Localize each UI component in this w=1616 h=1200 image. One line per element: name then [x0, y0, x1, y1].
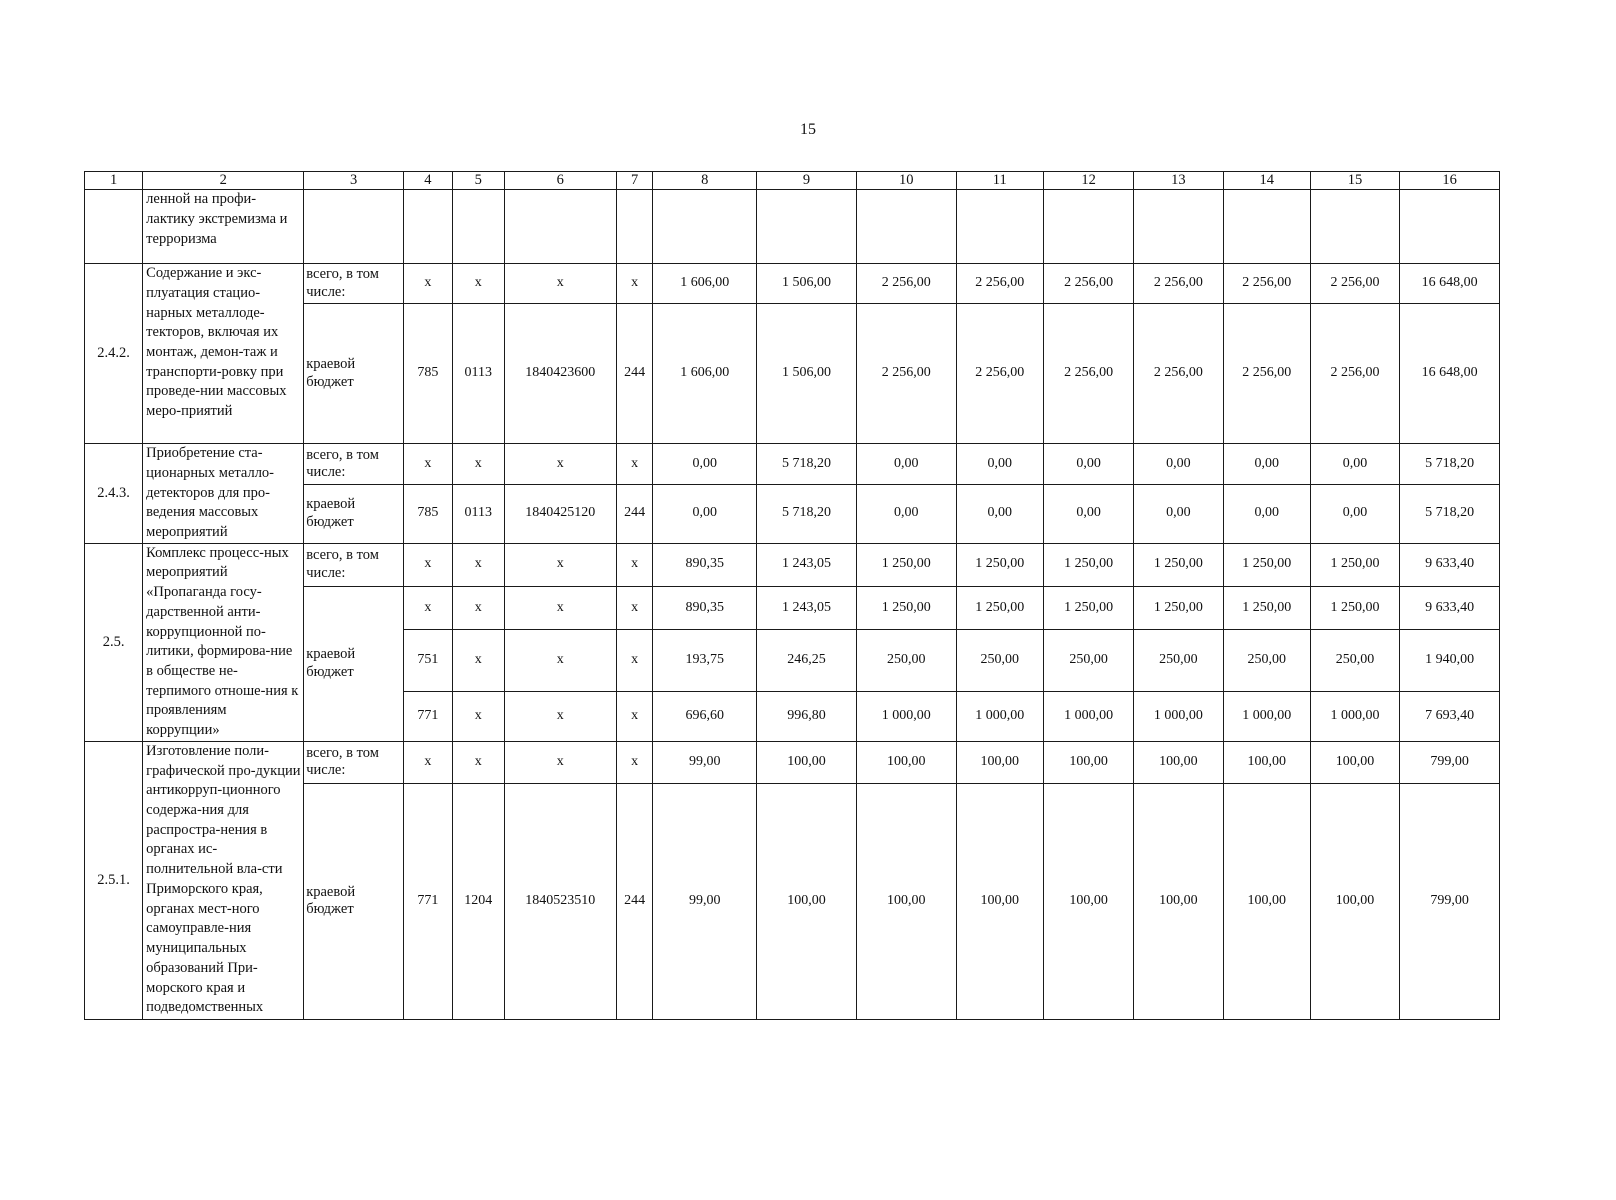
row_242-total-col13: 2 256,00: [1134, 264, 1223, 304]
row_242-total-col11: 2 256,00: [956, 264, 1043, 304]
row_251-total-col16: 799,00: [1400, 741, 1500, 783]
row_25-sub-a-col6: x: [504, 586, 616, 629]
row_243-total-col9: 5 718,20: [757, 444, 857, 485]
row_242-total-col5: x: [452, 264, 504, 304]
continuation-row: [85, 190, 1500, 264]
row_251-sub-col5: 1204: [452, 783, 504, 1019]
column-header-9: 9: [757, 172, 857, 190]
row_25-sub-c-col11: 1 000,00: [956, 691, 1043, 741]
row_243-total-col10: 0,00: [856, 444, 956, 485]
continuation-col8: [653, 190, 757, 264]
row_242-total-col9: 1 506,00: [757, 264, 857, 304]
row_251-total-source: всего, в том числе:: [304, 741, 404, 783]
row_242-sub-col13: 2 256,00: [1134, 304, 1223, 444]
row_251-sub-col10: 100,00: [856, 783, 956, 1019]
row_242-sub-col16: 16 648,00: [1400, 304, 1500, 444]
continuation-col12: [1043, 190, 1133, 264]
row_25-total-col8: 890,35: [653, 543, 757, 586]
row_243-sub-col9: 5 718,20: [757, 484, 857, 543]
row_251-sub-col9: 100,00: [757, 783, 857, 1019]
row_25-sub-b-col5: x: [452, 629, 504, 691]
column-header-2: 2: [143, 172, 304, 190]
row_251-sub-col4: 771: [403, 783, 452, 1019]
row_251-total-col6: x: [504, 741, 616, 783]
column-header-11: 11: [956, 172, 1043, 190]
row_25-total-col10: 1 250,00: [856, 543, 956, 586]
row_242-sub-col9: 1 506,00: [757, 304, 857, 444]
row_25-total-col7: x: [616, 543, 652, 586]
row_243-sub-col14: 0,00: [1223, 484, 1310, 543]
row_25-sub-a-col16: 9 633,40: [1400, 586, 1500, 629]
row_25-total-col11: 1 250,00: [956, 543, 1043, 586]
row_242-sub-source: краевой бюджет: [304, 304, 404, 444]
row_251-total-col11: 100,00: [956, 741, 1043, 783]
row_251-sub-col8: 99,00: [653, 783, 757, 1019]
column-header-5: 5: [452, 172, 504, 190]
column-header-16: 16: [1400, 172, 1500, 190]
row_243-sub-col8: 0,00: [653, 484, 757, 543]
row_242-sub-col15: 2 256,00: [1310, 304, 1399, 444]
column-header-15: 15: [1310, 172, 1399, 190]
row_243-sub-col10: 0,00: [856, 484, 956, 543]
row_243-sub-col15: 0,00: [1310, 484, 1399, 543]
row_251-sub-source: краевой бюджет: [304, 783, 404, 1019]
row_25-sub-b-col9: 246,25: [757, 629, 857, 691]
row_25-sub-a-col11: 1 250,00: [956, 586, 1043, 629]
column-header-8: 8: [653, 172, 757, 190]
row_25-total-col12: 1 250,00: [1043, 543, 1133, 586]
row_25-sub-a-col10: 1 250,00: [856, 586, 956, 629]
row_243-total-row: [85, 444, 1500, 485]
row_25-sub-c-col8: 696,60: [653, 691, 757, 741]
row_242-total-col6: x: [504, 264, 616, 304]
row_25-sub-c-col14: 1 000,00: [1223, 691, 1310, 741]
column-header-6: 6: [504, 172, 616, 190]
row_243-total-col5: x: [452, 444, 504, 485]
row_251-total-col15: 100,00: [1310, 741, 1399, 783]
row_242-name: Содержание и экс-плуатация стацио-нарных металлоде-текторов, включая их монтаж, демон-таж и транспорти-ровку при проведе-нии массовых меро-приятий: [143, 264, 304, 444]
row_243-total-col8: 0,00: [653, 444, 757, 485]
row_25-sub-c-col5: x: [452, 691, 504, 741]
row_25-total-source: всего, в том числе:: [304, 543, 404, 586]
row_25-sub-a-col7: x: [616, 586, 652, 629]
column-header-3: 3: [304, 172, 404, 190]
row_25-total-col14: 1 250,00: [1223, 543, 1310, 586]
row_25-sub-a-col14: 1 250,00: [1223, 586, 1310, 629]
row_242-total-source: всего, в том числе:: [304, 264, 404, 304]
row_242-sub-col7: 244: [616, 304, 652, 444]
row_251-sub-col12: 100,00: [1043, 783, 1133, 1019]
row_243-sub-col11: 0,00: [956, 484, 1043, 543]
row_243-total-col13: 0,00: [1134, 444, 1223, 485]
row_251-sub-col6: 1840523510: [504, 783, 616, 1019]
row_243-code: 2.4.3.: [85, 444, 143, 544]
row_242-sub-col4: 785: [403, 304, 452, 444]
row_25-sub-b-col13: 250,00: [1134, 629, 1223, 691]
row_243-total-col12: 0,00: [1043, 444, 1133, 485]
continuation-col14: [1223, 190, 1310, 264]
row_25-sub-b-col7: x: [616, 629, 652, 691]
row_25-total-col15: 1 250,00: [1310, 543, 1399, 586]
row_242-total-col15: 2 256,00: [1310, 264, 1399, 304]
budget-table: [84, 171, 1500, 1020]
row_242-code: 2.4.2.: [85, 264, 143, 444]
column-header-4: 4: [403, 172, 452, 190]
header-row: [85, 172, 1500, 190]
row_25-sub-c-col6: x: [504, 691, 616, 741]
row_242-total-col7: x: [616, 264, 652, 304]
row_25-sub-c-col13: 1 000,00: [1134, 691, 1223, 741]
row_25-sub-b-col12: 250,00: [1043, 629, 1133, 691]
row_25-total-col5: x: [452, 543, 504, 586]
row_242-sub-col10: 2 256,00: [856, 304, 956, 444]
row_242-sub-col6: 1840423600: [504, 304, 616, 444]
continuation-col13: [1134, 190, 1223, 264]
continuation-col15: [1310, 190, 1399, 264]
column-header-1: 1: [85, 172, 143, 190]
row_25-sub-c-col7: x: [616, 691, 652, 741]
row_25-sub-c-col9: 996,80: [757, 691, 857, 741]
row_243-sub-col5: 0113: [452, 484, 504, 543]
row_25-sub-c-col4: 771: [403, 691, 452, 741]
row_242-total-col10: 2 256,00: [856, 264, 956, 304]
row_251-total-col8: 99,00: [653, 741, 757, 783]
page-number: 15: [800, 121, 816, 138]
row_25-sub-a-col15: 1 250,00: [1310, 586, 1399, 629]
row_251-total-col4: x: [403, 741, 452, 783]
row_242-sub-col8: 1 606,00: [653, 304, 757, 444]
row_251-sub-col15: 100,00: [1310, 783, 1399, 1019]
row_251-total-col5: x: [452, 741, 504, 783]
row_25-sub-a-col5: x: [452, 586, 504, 629]
row_243-sub-source: краевой бюджет: [304, 484, 404, 543]
row_251-sub-col14: 100,00: [1223, 783, 1310, 1019]
row_25-sub-b-col4: 751: [403, 629, 452, 691]
row_243-total-source: всего, в том числе:: [304, 444, 404, 485]
row_25-total-col4: x: [403, 543, 452, 586]
row_251-total-col9: 100,00: [757, 741, 857, 783]
row_25-total-col9: 1 243,05: [757, 543, 857, 586]
continuation-col11: [956, 190, 1043, 264]
row_251-total-col7: x: [616, 741, 652, 783]
row_25-sub-b-col6: x: [504, 629, 616, 691]
column-header-7: 7: [616, 172, 652, 190]
row_243-sub-col7: 244: [616, 484, 652, 543]
row_243-sub-col13: 0,00: [1134, 484, 1223, 543]
row_25-sub-a-col13: 1 250,00: [1134, 586, 1223, 629]
row_251-sub-col13: 100,00: [1134, 783, 1223, 1019]
row_25-total-row: [85, 543, 1500, 586]
row_243-total-col16: 5 718,20: [1400, 444, 1500, 485]
row_25-sub-c-col12: 1 000,00: [1043, 691, 1133, 741]
row_251-total-col13: 100,00: [1134, 741, 1223, 783]
row_25-sub-source: краевой бюджет: [304, 586, 404, 741]
continuation-col7: [616, 190, 652, 264]
row_25-total-col6: x: [504, 543, 616, 586]
continuation-code: [85, 190, 143, 264]
row_243-total-col11: 0,00: [956, 444, 1043, 485]
row_242-total-col12: 2 256,00: [1043, 264, 1133, 304]
row_25-total-col13: 1 250,00: [1134, 543, 1223, 586]
row_243-sub-col6: 1840425120: [504, 484, 616, 543]
row_25-sub-b-col8: 193,75: [653, 629, 757, 691]
row_242-total-col14: 2 256,00: [1223, 264, 1310, 304]
row_25-sub-b-col14: 250,00: [1223, 629, 1310, 691]
row_25-sub-b-col16: 1 940,00: [1400, 629, 1500, 691]
row_25-sub-b-col10: 250,00: [856, 629, 956, 691]
column-header-12: 12: [1043, 172, 1133, 190]
row_242-sub-col12: 2 256,00: [1043, 304, 1133, 444]
continuation-col4: [403, 190, 452, 264]
row_243-total-col6: x: [504, 444, 616, 485]
row_25-sub-c-col16: 7 693,40: [1400, 691, 1500, 741]
row_251-name: Изготовление поли-графической про-дукции антикорруп-ционного содержа-ния для распростра-нения в органах ис-полнительной вла-сти Приморского края, органах мест-ного самоуправле-ния муниципальных образований При-морского края и подведомственных: [143, 741, 304, 1019]
row_25-name: Комплекс процесс-ных мероприятий «Пропаганда госу-дарственной анти-коррупционной по-литики, формирова-ние в обществе не-терпимого отноше-ния к проявлениям коррупции»: [143, 543, 304, 741]
row_243-total-col7: x: [616, 444, 652, 485]
row_251-sub-col7: 244: [616, 783, 652, 1019]
row_243-total-col14: 0,00: [1223, 444, 1310, 485]
row_242-total-col8: 1 606,00: [653, 264, 757, 304]
continuation-col6: [504, 190, 616, 264]
row_251-total-col12: 100,00: [1043, 741, 1133, 783]
row_25-sub-c-col10: 1 000,00: [856, 691, 956, 741]
row_251-sub-col16: 799,00: [1400, 783, 1500, 1019]
row_25-sub-a-col9: 1 243,05: [757, 586, 857, 629]
row_25-sub-a-col4: x: [403, 586, 452, 629]
row_242-sub-col5: 0113: [452, 304, 504, 444]
row_242-total-col16: 16 648,00: [1400, 264, 1500, 304]
continuation-col5: [452, 190, 504, 264]
row_25-sub-c-col15: 1 000,00: [1310, 691, 1399, 741]
row_251-sub-col11: 100,00: [956, 783, 1043, 1019]
row_242-total-col4: x: [403, 264, 452, 304]
row_25-sub-b-col15: 250,00: [1310, 629, 1399, 691]
continuation-col10: [856, 190, 956, 264]
row_243-total-col4: x: [403, 444, 452, 485]
row_25-sub-a-col12: 1 250,00: [1043, 586, 1133, 629]
continuation-name: ленной на профи-лактику экстремизма и терроризма: [143, 190, 304, 264]
continuation-col16: [1400, 190, 1500, 264]
column-header-13: 13: [1134, 172, 1223, 190]
continuation-col9: [757, 190, 857, 264]
continuation-col3: [304, 190, 404, 264]
row_25-sub-a-col8: 890,35: [653, 586, 757, 629]
row_25-code: 2.5.: [85, 543, 143, 741]
column-header-14: 14: [1223, 172, 1310, 190]
row_242-sub-col11: 2 256,00: [956, 304, 1043, 444]
column-header-10: 10: [856, 172, 956, 190]
row_243-sub-col4: 785: [403, 484, 452, 543]
row_243-name: Приобретение ста-ционарных металло-детекторов для про-ведения массовых мероприятий: [143, 444, 304, 544]
row_25-total-col16: 9 633,40: [1400, 543, 1500, 586]
row_251-code: 2.5.1.: [85, 741, 143, 1019]
row_251-total-row: [85, 741, 1500, 783]
row_242-total-row: [85, 264, 1500, 304]
row_243-sub-col12: 0,00: [1043, 484, 1133, 543]
row_251-total-col10: 100,00: [856, 741, 956, 783]
row_242-sub-col14: 2 256,00: [1223, 304, 1310, 444]
row_243-sub-col16: 5 718,20: [1400, 484, 1500, 543]
row_243-total-col15: 0,00: [1310, 444, 1399, 485]
row_25-sub-b-col11: 250,00: [956, 629, 1043, 691]
row_251-total-col14: 100,00: [1223, 741, 1310, 783]
